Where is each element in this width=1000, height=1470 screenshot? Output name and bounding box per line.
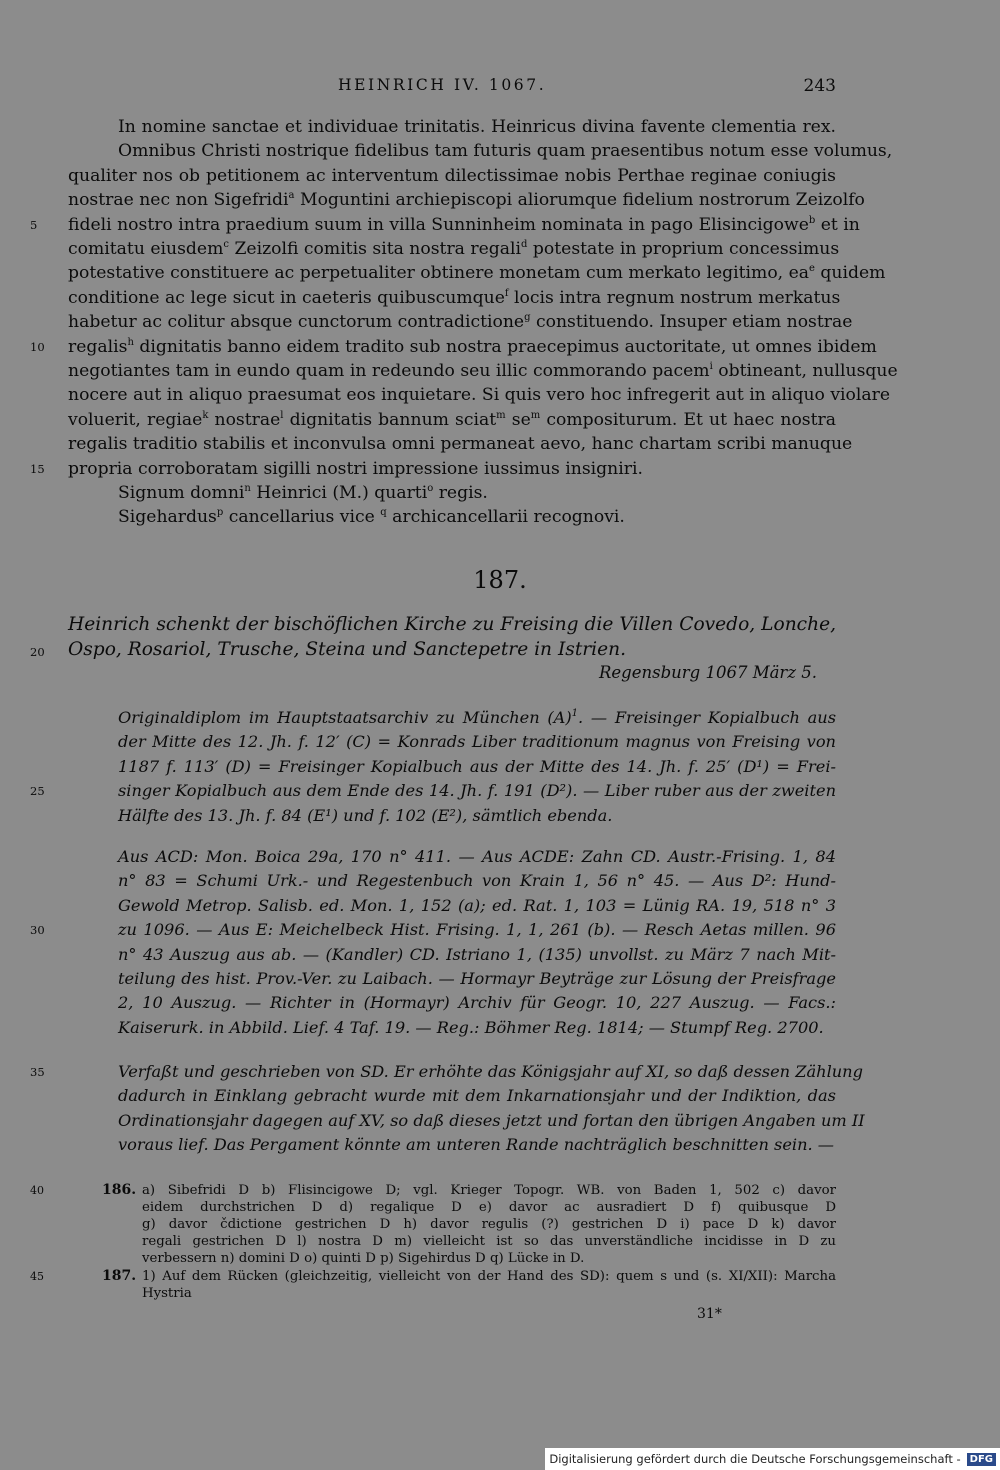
line-number: 20 — [30, 645, 45, 659]
footnote-line: a) Sibefridi D b) Flisincigowe D; vgl. Krieger Topogr. WB. von Baden 1, 502 c) davor — [142, 1183, 836, 1198]
charter-line: conditione ac lege sicut in caeteris quibuscumque$^f$ locis intra regnum nostrum merkatus — [68, 287, 841, 308]
charter-line: Omnibus Christi nostrique fidelibus tam futuris quam praesentibus notum esse volumus, — [118, 141, 893, 162]
note-line: n° 43 Auszug aus ab. — (Kandler) CD. Istriano 1, (135) unvollst. zu März 7 nach Mit- — [118, 944, 836, 964]
note-line: zu 1096. — Aus E: Meichelbeck Hist. Frising. 1, 1, 261 (b). — Resch Aetas millen. 96 — [118, 920, 836, 940]
line-number: 40 — [30, 1184, 44, 1197]
charter-line: negotiantes tam in eundo quam in redeundo seu illic commorando pacem$^i$ obtineant, nullusque — [68, 361, 898, 381]
regest-line: Heinrich schenkt der bischöflichen Kirche zu Freising die Villen Covedo, Lonche, — [68, 614, 836, 635]
note-line: 1187 f. 113′ (D) = Freisinger Kopialbuch aus der Mitte des 14. Jh. f. 25′ (D¹) = Frei- — [118, 756, 836, 776]
line-number: 45 — [30, 1270, 44, 1283]
charter-line: nostrae nec non Sigefridi$^a$ Moguntini archiepiscopi aliorumque fidelium nostrorum Zeizolfo — [68, 190, 865, 211]
charter-line: nocere aut in aliquo praesumat eos inquietare. Si quis vero hoc infregerit aut in aliquo violare — [68, 385, 891, 406]
note-line: dadurch in Einklang gebracht wurde mit dem Inkarnationsjahr und der Indiktion, das — [118, 1086, 836, 1106]
charter-line: comitatu eiusdem$^c$ Zeizolfi comitis sita nostra regali$^d$ potestate in proprium concessimus — [68, 239, 840, 259]
signum-line: Signum domni$^n$ Heinrici (M.) quarti$^o$ regis. — [118, 483, 488, 503]
page-number: 243 — [803, 76, 836, 96]
note-line: singer Kopialbuch aus dem Ende des 14. Jh. f. 191 (D²). — Liber ruber aus der zweiten — [118, 781, 836, 801]
note-line: voraus lief. Das Pergament könnte am unteren Rande nachträglich beschnitten sein. — — [118, 1135, 834, 1155]
note-line: der Mitte des 12. Jh. f. 12′ (C) = Konrads Liber traditionum magnus von Freising von — [118, 732, 836, 752]
note-line: Verfaßt und geschrieben von SD. Er erhöhte das Königsjahr auf XI, so daß dessen Zählung — [118, 1062, 863, 1081]
footnote-line: regali gestrichen D l) nostra D m) vielleicht ist so das unverständliche incidisse in D zu — [142, 1234, 836, 1249]
charter-line: fideli nostro intra praedium suum in villa Sunninheim nominata in pago Elisincigowe$^b$ et in — [68, 214, 860, 235]
line-number: 30 — [30, 923, 45, 937]
regest-line: Ospo, Rosariol, Trusche, Steina und Sanctepetre in Istrien. — [68, 639, 627, 660]
charter-line: In nomine sanctae et individuae trinitatis. Heinricus divina favente clementia rex. — [118, 117, 836, 137]
charter-line: regalis traditio stabilis et inconvulsa omni permaneat aevo, hanc chartam scribi manuque — [68, 434, 853, 455]
date-place: Regensburg 1067 März 5. — [598, 663, 817, 682]
note-line: n° 83 = Schumi Urk.- und Regestenbuch von Krain 1, 56 n° 45. — Aus D²: Hund- — [118, 871, 836, 891]
footnote-line: eidem durchstrichen D d) regalique D e) davor ac ausradiert D f) quibusque D — [142, 1200, 836, 1215]
document-number: 187. — [473, 566, 527, 594]
note-line: Hälfte des 13. Jh. f. 84 (E¹) und f. 102 (E²), sämtlich ebenda. — [118, 805, 613, 825]
footnote-line: verbessern n) domini D o) quinti D p) Sigehirdus D q) Lücke in D. — [142, 1251, 585, 1266]
note-line: Kaiserurk. in Abbild. Lief. 4 Taf. 19. — Reg.: Böhmer Reg. 1814; — Stumpf Reg. 2700. — [118, 1017, 824, 1037]
charter-line: habetur ac colitur absque cunctorum contradictione$^g$ constituendo. Insuper etiam nostrae — [68, 312, 853, 333]
charter-line: potestative constituere ac perpetualiter obtinere monetam cum merkato legitimo, $ea^e$ quidem — [68, 263, 886, 284]
footnote-line: g) davor čdictione gestrichen D h) davor regulis (?) gestrichen D i) pace D k) davor — [142, 1217, 836, 1232]
dfg-credit-bar — [545, 1448, 1000, 1470]
footnote-line: 1) Auf dem Rücken (gleichzeitig, vielleicht von der Hand des SD): quem s und (s. XI/XII): Marcha — [142, 1269, 836, 1284]
page-header — [68, 76, 836, 100]
signature-mark: 31* — [697, 1306, 722, 1322]
footnote-label: 187. — [102, 1268, 137, 1284]
note-line: Gewold Metrop. Salisb. ed. Mon. 1, 152 (a); ed. Rat. 1, 103 = Lünig RA. 19, 518 n° 3 — [118, 895, 836, 915]
note-line: 2, 10 Auszug. — Richter in (Hormayr) Archiv für Geogr. 10, 227 Auszug. — Facs.: — [118, 993, 836, 1013]
recognitio-line: Sigehardus$^p$ cancellarius vice $^q$ archicancellarii recognovi. — [118, 507, 625, 528]
footnote-label: 186. — [102, 1182, 137, 1198]
running-head: HEINRICH IV. 1067. — [338, 76, 547, 94]
charter-line: qualiter nos ob petitionem ac interventum dilectissimae nobis Perthae reginae coniugis — [68, 165, 836, 186]
line-number: 5 — [30, 217, 38, 232]
charter-line: regalis$^h$ dignitatis banno eidem tradito sub nostra praecepimus auctoritate, ut omnes ibidem — [68, 336, 877, 357]
line-number: 25 — [30, 784, 45, 798]
note-line: teilung des hist. Prov.-Ver. zu Laibach. — Hormayr Beyträge zur Lösung der Preisfrage — [118, 969, 836, 988]
note-line: Aus ACD: Mon. Boica 29a, 170 n° 411. — Aus ACDE: Zahn CD. Austr.-Frising. 1, 84 — [118, 847, 836, 866]
line-number: 35 — [30, 1065, 45, 1079]
note-line: Originaldiplom im Hauptstaatsarchiv zu München $(A)^1$. — Freisinger Kopialbuch aus — [118, 708, 837, 727]
dfg-credit-text: Digitalisierung gefördert durch die Deutsche Forschungsgemeinschaft - — [549, 1452, 961, 1466]
dfg-logo: DFG — [967, 1453, 996, 1466]
charter-line: voluerit, regiae$^k$ nostrae$^l$ dignitatis bannum sciat$^m$ $se^m$ compositurum. Et ut haec nostra — [68, 409, 836, 430]
line-number: 15 — [30, 461, 45, 476]
note-line: Ordinationsjahr dagegen auf XV, so daß dieses jetzt und fortan den übrigen Angaben um II — [118, 1110, 865, 1130]
charter-line: propria corroboratam sigilli nostri impressione iussimus insigniri. — [68, 458, 643, 479]
line-number: 10 — [30, 339, 45, 354]
footnote-line: Hystria — [142, 1286, 192, 1301]
